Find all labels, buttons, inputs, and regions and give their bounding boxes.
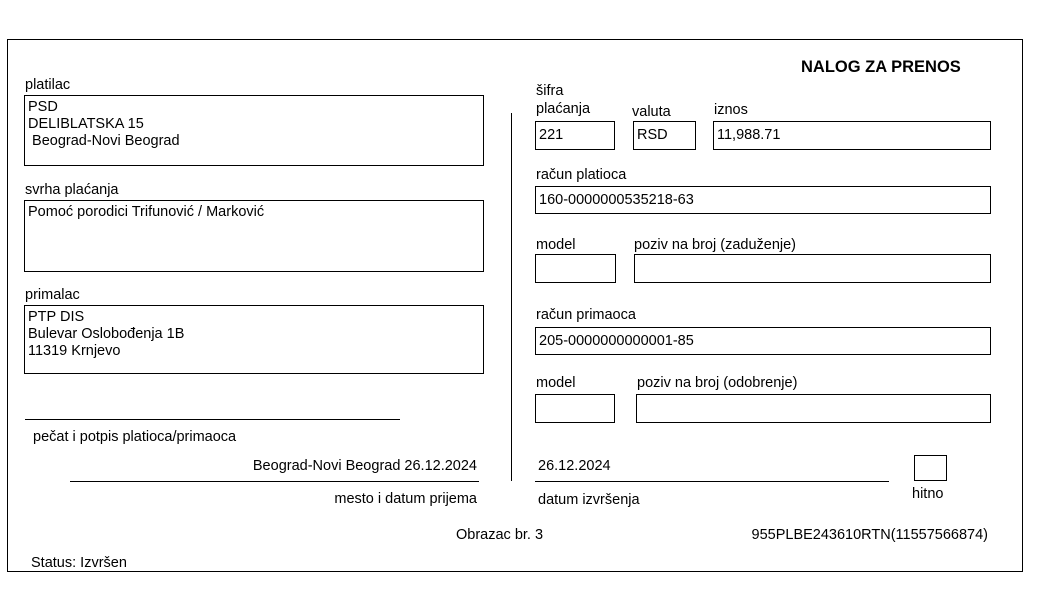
amount-label: iznos — [714, 102, 748, 118]
payer-box — [24, 95, 484, 166]
recipient-account-label: račun primaoca — [536, 307, 636, 323]
place-date-value: Beograd-Novi Beograd 26.12.2024 — [252, 458, 477, 474]
payment-code-field[interactable] — [535, 121, 615, 150]
credit-model-label: model — [536, 375, 576, 391]
currency-field[interactable] — [633, 121, 696, 150]
place-date-label: mesto i datum prijema — [334, 491, 477, 507]
purpose-text: Pomoć porodici Trifunović / Marković — [28, 204, 265, 220]
column-divider — [511, 113, 512, 481]
recipient-line: 11319 Krnjevo — [28, 343, 121, 359]
debit-model-field[interactable] — [535, 254, 616, 283]
form-number: Obrazac br. 3 — [456, 527, 544, 543]
currency-value: RSD — [637, 127, 668, 143]
purpose-box — [24, 200, 484, 272]
signature-line — [25, 419, 400, 420]
payer-line: Beograd-Novi Beograd — [28, 133, 180, 149]
credit-reference-field[interactable] — [636, 394, 991, 423]
urgent-label: hitno — [912, 486, 944, 502]
payment-code-label-line1: šifra — [536, 83, 564, 99]
execution-date-label: datum izvršenja — [538, 492, 640, 508]
form-title: NALOG ZA PRENOS — [801, 58, 961, 76]
payer-account-value: 160-0000000535218-63 — [539, 192, 694, 208]
urgent-checkbox[interactable] — [914, 455, 947, 481]
amount-field[interactable] — [713, 121, 991, 150]
transaction-id: 955PLBE243610RTN(11557566874) — [751, 527, 988, 543]
status-text: Status: Izvršen — [31, 555, 127, 571]
credit-reference-label: poziv na broj (odobrenje) — [637, 375, 798, 391]
payer-line: PSD — [28, 99, 58, 115]
recipient-label: primalac — [25, 287, 80, 303]
signature-label: pečat i potpis platioca/primaoca — [33, 429, 237, 445]
payer-account-label: račun platioca — [536, 167, 627, 183]
recipient-line: PTP DIS — [28, 309, 85, 325]
debit-reference-field[interactable] — [634, 254, 991, 283]
execution-date-line — [535, 481, 889, 482]
credit-model-field[interactable] — [535, 394, 615, 423]
recipient-account-value: 205-0000000000001-85 — [539, 333, 694, 349]
place-date-line — [70, 481, 479, 482]
debit-reference-label: poziv na broj (zaduženje) — [634, 237, 797, 253]
recipient-account-field[interactable] — [535, 327, 991, 355]
payer-line: DELIBLATSKA 15 — [28, 116, 144, 132]
amount-value: 11,988.71 — [717, 127, 781, 143]
currency-label: valuta — [632, 104, 671, 120]
payment-code-label-line2: plaćanja — [536, 101, 591, 117]
recipient-box — [24, 305, 484, 374]
execution-date-value: 26.12.2024 — [538, 458, 611, 474]
purpose-label: svrha plaćanja — [25, 182, 119, 198]
payer-label: platilac — [25, 77, 71, 93]
debit-model-label: model — [536, 237, 576, 253]
payer-account-field[interactable] — [535, 186, 991, 214]
recipient-line: Bulevar Oslobođenja 1B — [28, 326, 185, 342]
payment-code-value: 221 — [539, 127, 564, 143]
